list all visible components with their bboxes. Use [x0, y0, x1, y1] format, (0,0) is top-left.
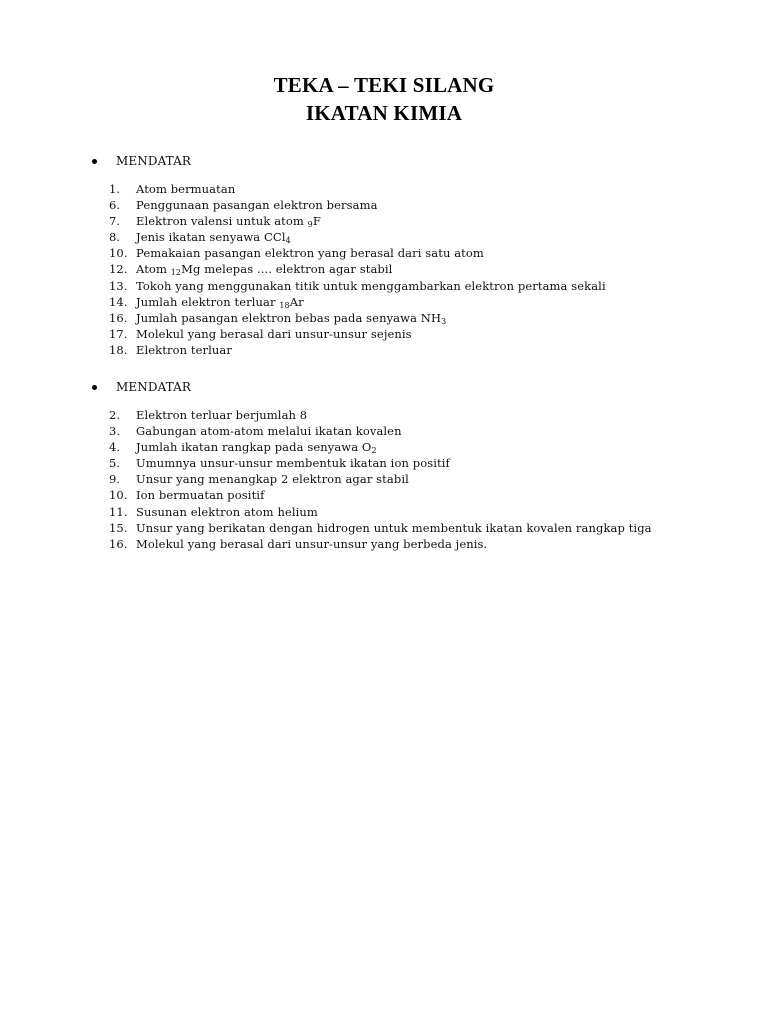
clue-number: 16. — [109, 536, 128, 551]
formula-subscript: 4 — [285, 236, 291, 246]
clue-number: 4. — [109, 440, 121, 455]
clue-text — [131, 439, 688, 455]
clue-text-part: Ar — [289, 294, 304, 309]
clue-number: 12. — [109, 262, 128, 277]
clue-item — [88, 423, 688, 439]
clue-item — [88, 487, 688, 503]
clue-number: 15. — [109, 520, 128, 535]
clue-item — [88, 261, 688, 277]
section-heading-label: MENDATAR — [116, 154, 192, 168]
clue-text: Susunan elektron atom helium — [136, 504, 318, 519]
bullet-icon — [92, 159, 97, 164]
section-heading-label: MENDATAR — [116, 380, 192, 394]
clue-item — [88, 407, 688, 423]
clue-text-part: Elektron valensi untuk atom — [136, 214, 308, 229]
page-title-line-1: TEKA – TEKI SILANG — [273, 73, 495, 97]
clue-section-2 — [88, 376, 688, 552]
clue-text — [131, 261, 688, 277]
clue-item — [88, 245, 688, 261]
clue-number: 16. — [109, 310, 128, 325]
clue-number: 1. — [109, 182, 121, 196]
bullet-icon — [92, 385, 97, 390]
clue-item — [88, 439, 688, 455]
formula-subscript: 3 — [441, 316, 447, 326]
clue-number: 10. — [109, 488, 128, 503]
clue-section-1 — [88, 150, 688, 358]
clue-text-part: Jenis ikatan senyawa CCl — [136, 230, 286, 245]
clue-item — [88, 213, 688, 229]
clue-number: 6. — [109, 198, 121, 213]
clue-item — [88, 229, 688, 245]
clue-text: Umumnya unsur-unsur membentuk ikatan ion positif — [136, 456, 450, 471]
clue-text-part: Mg melepas .... elektron agar stabil — [181, 262, 393, 277]
clue-item — [88, 326, 688, 342]
clue-item — [88, 471, 688, 487]
clue-item — [88, 181, 688, 197]
clue-number: 17. — [109, 326, 128, 341]
page-title-line-2: IKATAN KIMIA — [305, 101, 463, 125]
clue-number: 11. — [109, 504, 128, 519]
clue-number: 5. — [109, 456, 121, 471]
clue-text: Elektron terluar — [136, 342, 232, 357]
clue-number: 9. — [109, 472, 121, 487]
clue-text-part: Atom — [136, 262, 171, 277]
clue-text: Molekul yang berasal dari unsur-unsur yang berbeda jenis. — [136, 536, 488, 551]
clue-text-part: Jumlah ikatan rangkap pada senyawa O — [136, 440, 372, 455]
clue-number: 13. — [109, 278, 128, 293]
clue-text: Elektron terluar berjumlah 8 — [136, 408, 308, 422]
clue-text — [131, 310, 688, 326]
atomic-number-subscript: 9 — [307, 220, 313, 230]
clue-number: 10. — [109, 246, 128, 261]
clue-text: Ion bermuatan positif — [136, 488, 265, 503]
clue-item — [88, 310, 688, 326]
clue-item — [88, 455, 688, 471]
clue-text: Penggunaan pasangan elektron bersama — [136, 198, 378, 213]
clue-item — [88, 294, 688, 310]
clue-number: 2. — [109, 408, 121, 422]
clue-text — [131, 213, 688, 229]
clue-text — [131, 294, 688, 310]
clue-text — [131, 229, 688, 245]
clue-text: Pemakaian pasangan elektron yang berasal dari satu atom — [136, 246, 484, 261]
clue-text-part: Jumlah elektron terluar — [136, 294, 280, 309]
section-heading — [88, 150, 688, 172]
clue-number: 14. — [109, 294, 128, 309]
atomic-number-subscript: 18 — [279, 300, 290, 310]
clue-text-part: F — [312, 214, 321, 229]
clue-text: Gabungan atom-atom melalui ikatan kovalen — [136, 424, 402, 439]
atomic-number-subscript: 12 — [170, 268, 182, 278]
clue-item — [88, 278, 688, 294]
clue-list — [88, 181, 688, 358]
formula-subscript: 2 — [371, 446, 377, 456]
clue-text: Tokoh yang menggunakan titik untuk menggambarkan elektron pertama sekali — [136, 278, 606, 293]
section-heading — [88, 376, 688, 398]
clue-text: Unsur yang menangkap 2 elektron agar stabil — [136, 472, 409, 487]
clue-number: 7. — [109, 214, 121, 229]
clue-text-part: Jumlah pasangan elektron bebas pada senyawa NH — [136, 310, 442, 325]
clue-number: 8. — [109, 230, 121, 245]
clue-list — [88, 407, 688, 552]
clue-item — [88, 197, 688, 213]
clue-item — [88, 520, 688, 536]
clue-item — [88, 504, 688, 520]
clue-item — [88, 342, 688, 358]
clue-number: 3. — [109, 424, 121, 439]
clue-item — [88, 536, 688, 552]
clue-text: Unsur yang berikatan dengan hidrogen untuk membentuk ikatan kovalen rangkap tiga — [136, 520, 652, 535]
clue-text: Atom bermuatan — [136, 182, 236, 196]
clue-text: Molekul yang berasal dari unsur-unsur sejenis — [136, 326, 412, 341]
clue-number: 18. — [109, 342, 128, 357]
